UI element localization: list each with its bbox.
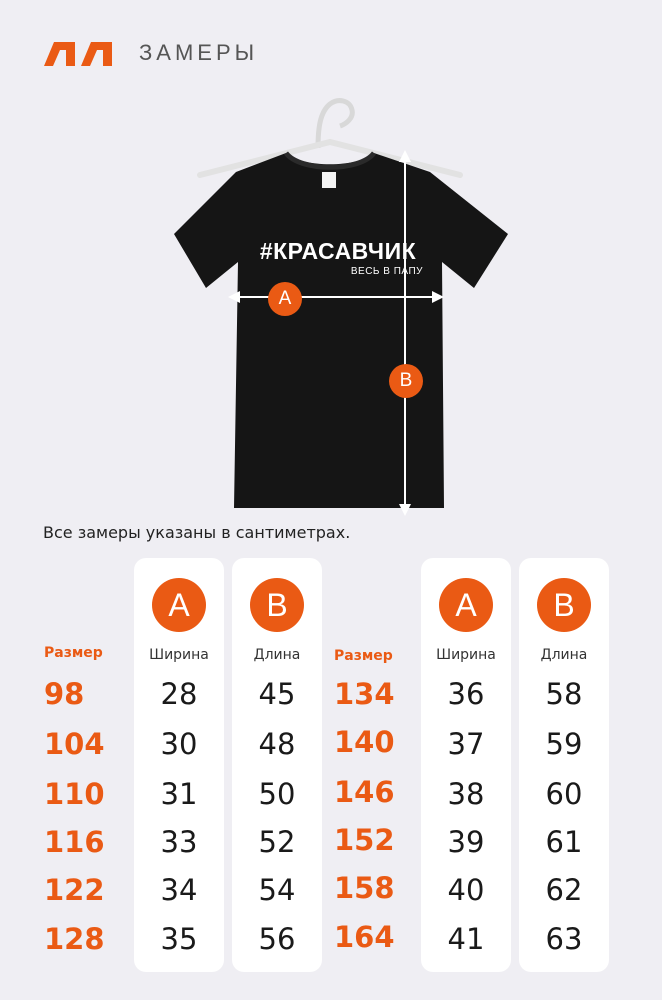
width-value: 35: [160, 922, 198, 956]
width-value: 40: [447, 873, 485, 907]
shirt-print-title: #КРАСАВЧИК: [259, 238, 417, 264]
size-value: 116: [44, 825, 105, 859]
badge-a: A: [152, 578, 206, 632]
size-value: 110: [44, 777, 105, 811]
length-header: Длина: [253, 647, 301, 663]
width-card-left: [134, 558, 224, 972]
length-value: 59: [545, 727, 583, 761]
length-card-left: [232, 558, 322, 972]
length-value: 50: [258, 777, 296, 811]
size-value: 140: [334, 725, 395, 759]
length-value: 52: [258, 825, 296, 859]
width-header: Ширина: [149, 647, 209, 663]
size-header: Размер: [44, 645, 103, 661]
size-value: 98: [44, 677, 85, 711]
measurement-caption: Все замеры указаны в сантиметрах.: [43, 523, 351, 542]
size-value: 128: [44, 922, 105, 956]
width-card-right: [421, 558, 511, 972]
width-value: 36: [447, 677, 485, 711]
width-value: 31: [160, 777, 198, 811]
badge-b: B: [537, 578, 591, 632]
badge-a: A: [439, 578, 493, 632]
size-value: 122: [44, 873, 105, 907]
marker-b: B: [389, 364, 423, 398]
width-value: 41: [447, 922, 485, 956]
width-value: 34: [160, 873, 198, 907]
shirt-print-subtitle: ВЕСЬ В ПАПУ: [350, 266, 423, 277]
size-value: 158: [334, 871, 395, 905]
length-value: 58: [545, 677, 583, 711]
length-value: 54: [258, 873, 296, 907]
width-value: 39: [447, 825, 485, 859]
size-value: 134: [334, 677, 395, 711]
badge-b: B: [250, 578, 304, 632]
length-value: 61: [545, 825, 583, 859]
length-value: 48: [258, 727, 296, 761]
marker-a: A: [268, 282, 302, 316]
width-value: 33: [160, 825, 198, 859]
size-value: 164: [334, 920, 395, 954]
page-title: ЗАМЕРЫ: [139, 40, 259, 65]
width-value: 38: [447, 777, 485, 811]
length-value: 45: [258, 677, 296, 711]
length-value: 63: [545, 922, 583, 956]
width-value: 30: [160, 727, 198, 761]
width-value: 37: [447, 727, 485, 761]
size-value: 152: [334, 823, 395, 857]
length-header: Длина: [540, 647, 588, 663]
size-value: 146: [334, 775, 395, 809]
length-value: 62: [545, 873, 583, 907]
length-card-right: [519, 558, 609, 972]
width-header: Ширина: [436, 647, 496, 663]
size-header: Размер: [334, 648, 393, 664]
size-value: 104: [44, 727, 105, 761]
length-value: 56: [258, 922, 296, 956]
width-value: 28: [160, 677, 198, 711]
length-value: 60: [545, 777, 583, 811]
